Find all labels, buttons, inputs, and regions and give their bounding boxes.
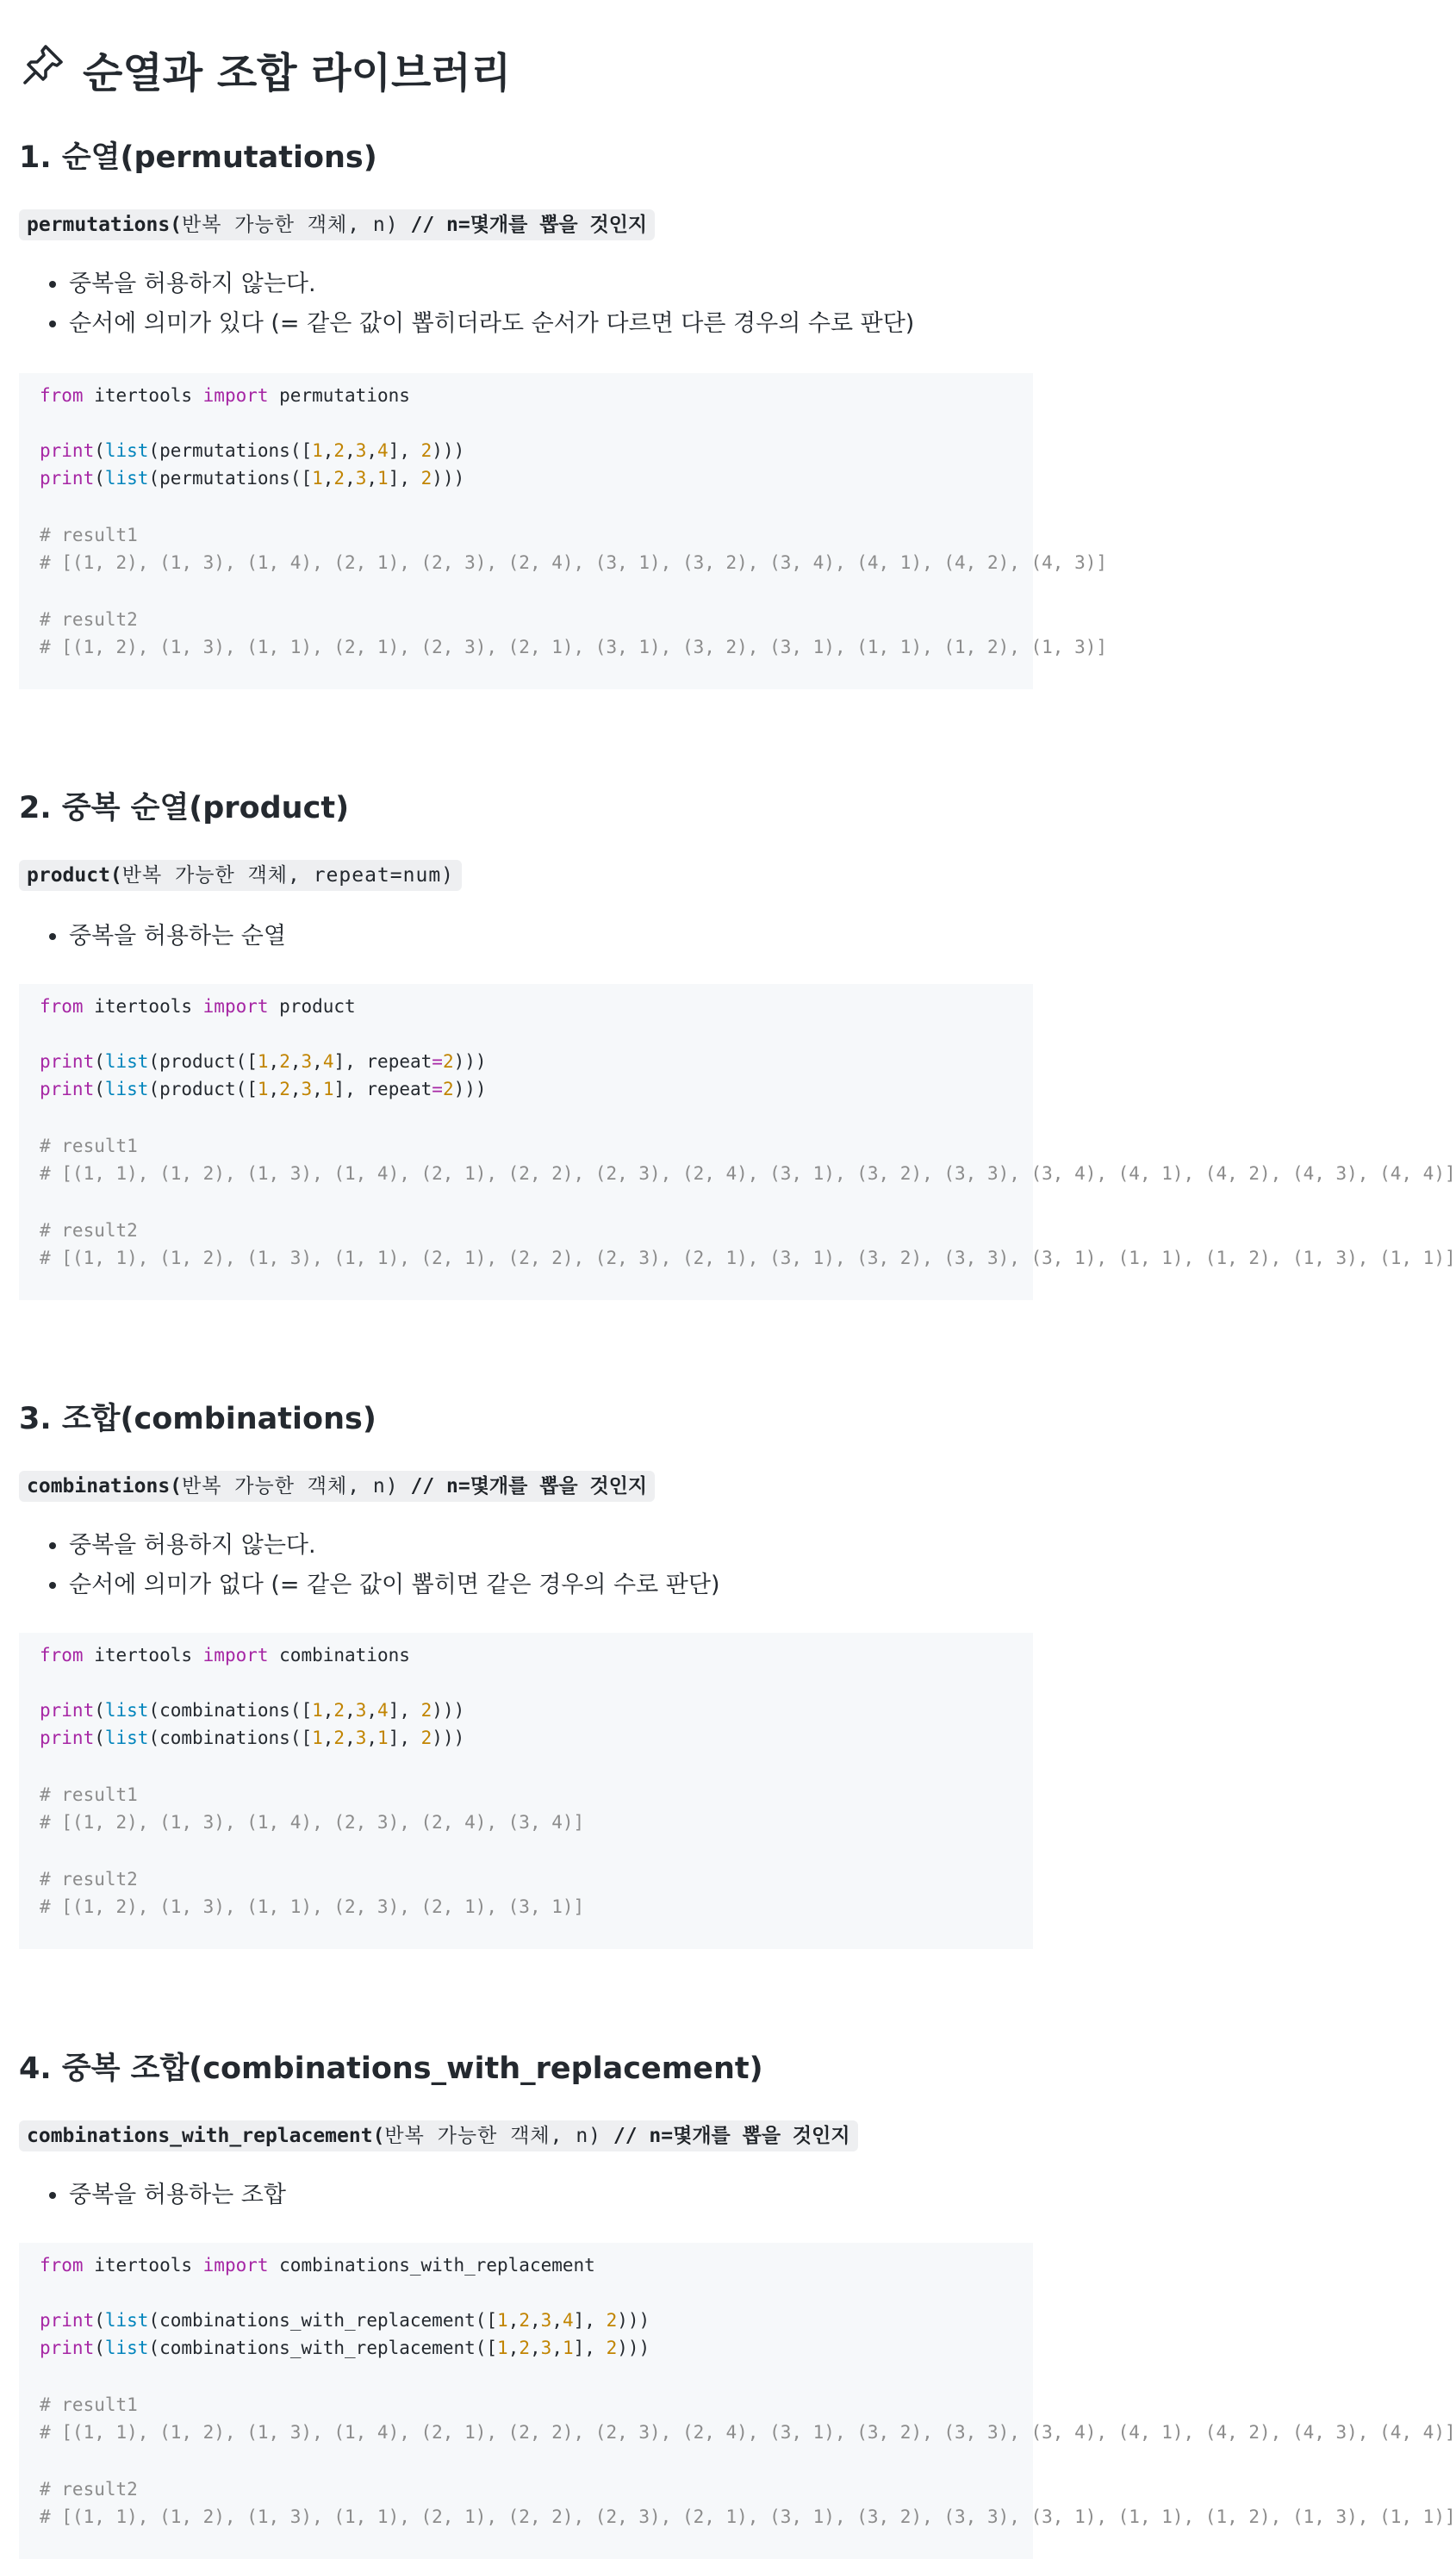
code-module: itertools bbox=[83, 385, 203, 406]
code-punct: ( bbox=[94, 440, 105, 461]
code-list-builtin: list bbox=[104, 1728, 149, 1748]
code-line bbox=[40, 606, 138, 633]
code-line bbox=[40, 549, 1107, 576]
code-punct: ))) bbox=[617, 2310, 650, 2331]
code-func-call: (combinations([ bbox=[148, 1728, 313, 1748]
pushpin-icon bbox=[19, 40, 67, 99]
code-number: 2 bbox=[606, 2338, 618, 2358]
code-line bbox=[40, 1075, 487, 1103]
code-block-combinations-with-replacement[interactable] bbox=[19, 2243, 1456, 2559]
section-heading-combinations: 3. 조합(combinations) bbox=[19, 1402, 376, 1436]
code-line bbox=[40, 1865, 138, 1893]
code-line bbox=[40, 1160, 1456, 1187]
code-line bbox=[40, 1244, 1456, 1272]
code-punct: , bbox=[345, 440, 356, 461]
code-punct: , bbox=[268, 1051, 280, 1072]
code-number: 3 bbox=[301, 1079, 313, 1099]
code-line bbox=[40, 2475, 138, 2503]
code-number: 2 bbox=[442, 1051, 454, 1072]
code-line bbox=[40, 1048, 487, 1075]
code-number: 4 bbox=[377, 1700, 389, 1721]
code-comment: # result1 bbox=[40, 2394, 138, 2415]
code-number: 2 bbox=[519, 2310, 530, 2331]
code-punct: ))) bbox=[432, 1728, 465, 1748]
code-number: 1 bbox=[377, 468, 389, 489]
code-import-keyword: import bbox=[202, 996, 269, 1017]
code-comment: # [(1, 2), (1, 3), (1, 1), (2, 3), (2, 1), (3, 1)] bbox=[40, 1896, 585, 1917]
code-line bbox=[40, 2503, 1456, 2531]
signature-args: 반복 가능한 객체, n) bbox=[384, 2125, 602, 2147]
code-number: 2 bbox=[420, 468, 432, 489]
code-punct: , bbox=[530, 2310, 541, 2331]
code-number: 1 bbox=[257, 1079, 269, 1099]
code-punct: ], bbox=[388, 440, 421, 461]
code-from-keyword: from bbox=[40, 385, 84, 406]
code-func-call: (permutations([ bbox=[148, 440, 313, 461]
code-number: 2 bbox=[420, 1700, 432, 1721]
code-list-builtin: list bbox=[104, 1700, 149, 1721]
signature-func: combinations( bbox=[27, 1475, 183, 1497]
code-number: 1 bbox=[377, 1728, 389, 1748]
code-number: 2 bbox=[333, 1700, 345, 1721]
code-module: itertools bbox=[83, 996, 203, 1017]
signature-args: 반복 가능한 객체, n) bbox=[182, 214, 399, 236]
code-comment: # result1 bbox=[40, 1136, 138, 1156]
code-punct: , bbox=[312, 1079, 323, 1099]
code-punct: , bbox=[507, 2338, 520, 2358]
code-from-keyword: from bbox=[40, 2255, 84, 2276]
code-comment: # [(1, 1), (1, 2), (1, 3), (1, 4), (2, 1), (2, 2), (2, 3), (2, 4), (3, 1), (3, 2), (3, 3), (3, 4), (4, 1), (4, 2), (4, 3), (4, 4)] bbox=[40, 1163, 1456, 1184]
code-print-keyword: print bbox=[40, 2310, 95, 2331]
code-punct: , bbox=[345, 1728, 356, 1748]
code-number: 1 bbox=[312, 468, 323, 489]
code-list-builtin: list bbox=[104, 2310, 149, 2331]
code-number: 3 bbox=[355, 468, 367, 489]
code-punct: ))) bbox=[432, 1700, 465, 1721]
code-comment: # result2 bbox=[40, 2479, 138, 2500]
code-number: 1 bbox=[312, 1728, 323, 1748]
code-func-call: (permutations([ bbox=[148, 468, 313, 489]
code-comment: # [(1, 2), (1, 3), (1, 4), (2, 1), (2, 3), (2, 4), (3, 1), (3, 2), (3, 4), (4, 1), (4, 2), (4, 3)] bbox=[40, 552, 1108, 573]
code-list-builtin: list bbox=[104, 468, 149, 489]
list-item: • 순서에 의미가 없다 (= 같은 값이 뽑히면 같은 경우의 수로 판단) bbox=[69, 1566, 719, 1605]
code-punct: ))) bbox=[453, 1079, 487, 1099]
code-comment: # [(1, 1), (1, 2), (1, 3), (1, 4), (2, 1), (2, 2), (2, 3), (2, 4), (3, 1), (3, 2), (3, 3), (3, 4), (4, 1), (4, 2), (4, 3), (4, 4)] bbox=[40, 2422, 1456, 2443]
code-operator: = bbox=[432, 1079, 443, 1099]
code-print-keyword: print bbox=[40, 2338, 95, 2358]
code-number: 3 bbox=[355, 1728, 367, 1748]
code-punct: ))) bbox=[432, 468, 465, 489]
code-punct: , bbox=[322, 1700, 334, 1721]
code-punct: , bbox=[322, 1728, 334, 1748]
signature-args: 반복 가능한 객체, n) bbox=[182, 1475, 399, 1497]
signature-combinations bbox=[19, 1471, 655, 1502]
code-punct: ( bbox=[94, 1700, 105, 1721]
code-number: 3 bbox=[540, 2310, 552, 2331]
code-import-keyword: import bbox=[202, 1645, 269, 1666]
bullet-list bbox=[34, 1526, 719, 1605]
code-number: 2 bbox=[420, 1728, 432, 1748]
code-punct: ], bbox=[573, 2310, 607, 2331]
code-number: 3 bbox=[540, 2338, 552, 2358]
signature-note: // n=몇개를 뽑을 것인지 bbox=[398, 214, 648, 236]
section-heading-product: 2. 중복 순열(product) bbox=[19, 791, 350, 825]
code-punct: , bbox=[289, 1051, 302, 1072]
code-line bbox=[40, 2307, 650, 2334]
code-punct: ( bbox=[94, 468, 105, 489]
code-line bbox=[40, 2251, 595, 2279]
code-comment: # result1 bbox=[40, 1784, 138, 1805]
code-punct: ))) bbox=[617, 2338, 650, 2358]
code-line bbox=[40, 993, 356, 1020]
code-punct: , bbox=[530, 2338, 541, 2358]
code-punct: , bbox=[345, 468, 356, 489]
code-import-name: combinations bbox=[268, 1645, 410, 1666]
code-comment: # [(1, 2), (1, 3), (1, 4), (2, 3), (2, 4), (3, 4)] bbox=[40, 1812, 585, 1833]
code-punct: ], repeat bbox=[333, 1051, 432, 1072]
code-number: 1 bbox=[312, 440, 323, 461]
code-punct: , bbox=[345, 1700, 356, 1721]
code-from-keyword: from bbox=[40, 1645, 84, 1666]
code-number: 1 bbox=[312, 1700, 323, 1721]
code-punct: , bbox=[289, 1079, 302, 1099]
code-import-keyword: import bbox=[202, 385, 269, 406]
page-title bbox=[19, 40, 511, 99]
list-item: • 중복을 허용하지 않는다. bbox=[69, 1526, 719, 1566]
code-number: 2 bbox=[333, 468, 345, 489]
list-item: • 중복을 허용하는 조합 bbox=[69, 2176, 286, 2215]
list-item: • 중복을 허용하지 않는다. bbox=[69, 265, 914, 304]
code-punct: , bbox=[322, 440, 334, 461]
code-number: 2 bbox=[333, 440, 345, 461]
code-comment: # [(1, 1), (1, 2), (1, 3), (1, 1), (2, 1), (2, 2), (2, 3), (2, 1), (3, 1), (3, 2), (3, 3), (3, 1), (1, 1), (1, 2), (1, 3), (1, 1)] bbox=[40, 2506, 1456, 2527]
code-block-combinations[interactable] bbox=[19, 1633, 1033, 1949]
code-line bbox=[40, 437, 464, 464]
code-func-call: (combinations_with_replacement([ bbox=[148, 2338, 498, 2358]
code-punct: , bbox=[551, 2338, 563, 2358]
code-print-keyword: print bbox=[40, 1700, 95, 1721]
bullet-list bbox=[34, 2176, 286, 2215]
code-comment: # result2 bbox=[40, 609, 138, 630]
code-punct: ( bbox=[94, 1079, 105, 1099]
code-punct: , bbox=[322, 468, 334, 489]
code-number: 2 bbox=[519, 2338, 530, 2358]
code-number: 2 bbox=[279, 1079, 290, 1099]
code-line bbox=[40, 1724, 464, 1752]
signature-func: permutations( bbox=[27, 214, 183, 236]
code-block-permutations[interactable] bbox=[19, 373, 1108, 689]
code-comment: # [(1, 1), (1, 2), (1, 3), (1, 1), (2, 1), (2, 2), (2, 3), (2, 1), (3, 1), (3, 2), (3, 3), (3, 1), (1, 1), (1, 2), (1, 3), (1, 1)] bbox=[40, 1248, 1456, 1268]
code-punct: , bbox=[366, 1700, 378, 1721]
code-from-keyword: from bbox=[40, 996, 84, 1017]
code-func-call: (product([ bbox=[148, 1051, 258, 1072]
code-func-call: (combinations_with_replacement([ bbox=[148, 2310, 498, 2331]
code-module: itertools bbox=[83, 1645, 203, 1666]
code-number: 3 bbox=[355, 440, 367, 461]
list-item: • 중복을 허용하는 순열 bbox=[69, 917, 286, 956]
code-punct: ))) bbox=[453, 1051, 487, 1072]
code-print-keyword: print bbox=[40, 1051, 95, 1072]
code-number: 2 bbox=[279, 1051, 290, 1072]
signature-combinations-with-replacement bbox=[19, 2120, 858, 2151]
code-print-keyword: print bbox=[40, 468, 95, 489]
code-punct: ( bbox=[94, 1728, 105, 1748]
code-number: 1 bbox=[322, 1079, 334, 1099]
code-list-builtin: list bbox=[104, 1051, 149, 1072]
code-number: 2 bbox=[333, 1728, 345, 1748]
code-line bbox=[40, 2334, 650, 2362]
code-punct: ], bbox=[388, 1728, 421, 1748]
code-import-name: permutations bbox=[268, 385, 410, 406]
code-punct: , bbox=[312, 1051, 323, 1072]
code-number: 3 bbox=[355, 1700, 367, 1721]
code-punct: ( bbox=[94, 2338, 105, 2358]
code-punct: , bbox=[268, 1079, 280, 1099]
section-heading-permutations: 1. 순열(permutations) bbox=[19, 140, 377, 175]
code-line bbox=[40, 2391, 138, 2419]
code-number: 2 bbox=[606, 2310, 618, 2331]
code-punct: , bbox=[366, 1728, 378, 1748]
code-number: 4 bbox=[322, 1051, 334, 1072]
code-comment: # result1 bbox=[40, 525, 138, 545]
code-comment: # result2 bbox=[40, 1220, 138, 1241]
code-line bbox=[40, 1641, 410, 1669]
code-import-keyword: import bbox=[202, 2255, 269, 2276]
code-print-keyword: print bbox=[40, 1079, 95, 1099]
code-punct: ], bbox=[388, 1700, 421, 1721]
code-block-product[interactable] bbox=[19, 984, 1456, 1300]
code-punct: , bbox=[507, 2310, 520, 2331]
code-comment: # [(1, 2), (1, 3), (1, 1), (2, 1), (2, 3), (2, 1), (3, 1), (3, 2), (3, 1), (1, 1), (1, 2), (1, 3)] bbox=[40, 637, 1108, 657]
code-line bbox=[40, 1132, 138, 1160]
code-func-call: (combinations([ bbox=[148, 1700, 313, 1721]
code-line bbox=[40, 464, 464, 492]
bullet-list bbox=[34, 265, 914, 344]
code-punct: ( bbox=[94, 1051, 105, 1072]
code-number: 2 bbox=[442, 1079, 454, 1099]
code-number: 3 bbox=[301, 1051, 313, 1072]
code-module: itertools bbox=[83, 2255, 203, 2276]
code-punct: ], bbox=[573, 2338, 607, 2358]
signature-args: 반복 가능한 객체, repeat=num) bbox=[121, 864, 455, 887]
section-heading-combinations-with-replacement: 4. 중복 조합(combinations_with_replacement) bbox=[19, 2052, 763, 2086]
code-comment: # result2 bbox=[40, 1869, 138, 1890]
code-list-builtin: list bbox=[104, 1079, 149, 1099]
code-number: 1 bbox=[257, 1051, 269, 1072]
code-number: 2 bbox=[420, 440, 432, 461]
signature-permutations bbox=[19, 209, 655, 240]
list-item: • 순서에 의미가 있다 (= 같은 값이 뽑히더라도 순서가 다르면 다른 경우의 수로 판단) bbox=[69, 304, 914, 344]
code-line bbox=[40, 1217, 138, 1244]
code-punct: , bbox=[366, 468, 378, 489]
code-number: 1 bbox=[497, 2338, 508, 2358]
signature-func: combinations_with_replacement( bbox=[27, 2125, 385, 2147]
code-punct: ))) bbox=[432, 440, 465, 461]
code-list-builtin: list bbox=[104, 440, 149, 461]
code-number: 4 bbox=[562, 2310, 574, 2331]
signature-product bbox=[19, 860, 462, 891]
code-operator: = bbox=[432, 1051, 443, 1072]
code-list-builtin: list bbox=[104, 2338, 149, 2358]
bullet-list bbox=[34, 917, 286, 956]
code-punct: , bbox=[366, 440, 378, 461]
page-title-text: 순열과 조합 라이브러리 bbox=[83, 49, 512, 97]
code-line bbox=[40, 2419, 1456, 2446]
signature-note: // n=몇개를 뽑을 것인지 bbox=[601, 2125, 850, 2147]
code-line bbox=[40, 1893, 584, 1921]
code-number: 1 bbox=[562, 2338, 574, 2358]
code-number: 1 bbox=[497, 2310, 508, 2331]
code-punct: ( bbox=[94, 2310, 105, 2331]
code-line bbox=[40, 1809, 584, 1836]
code-print-keyword: print bbox=[40, 440, 95, 461]
signature-func: product( bbox=[27, 864, 122, 887]
code-func-call: (product([ bbox=[148, 1079, 258, 1099]
code-line bbox=[40, 633, 1107, 661]
code-punct: , bbox=[551, 2310, 563, 2331]
code-punct: ], bbox=[388, 468, 421, 489]
code-line bbox=[40, 521, 138, 549]
code-print-keyword: print bbox=[40, 1728, 95, 1748]
code-punct: ], repeat bbox=[333, 1079, 432, 1099]
signature-note: // n=몇개를 뽑을 것인지 bbox=[398, 1475, 648, 1497]
code-line bbox=[40, 382, 410, 409]
code-number: 4 bbox=[377, 440, 389, 461]
code-import-name: combinations_with_replacement bbox=[268, 2255, 595, 2276]
code-import-name: product bbox=[268, 996, 356, 1017]
code-line bbox=[40, 1781, 138, 1809]
code-line bbox=[40, 1697, 464, 1724]
